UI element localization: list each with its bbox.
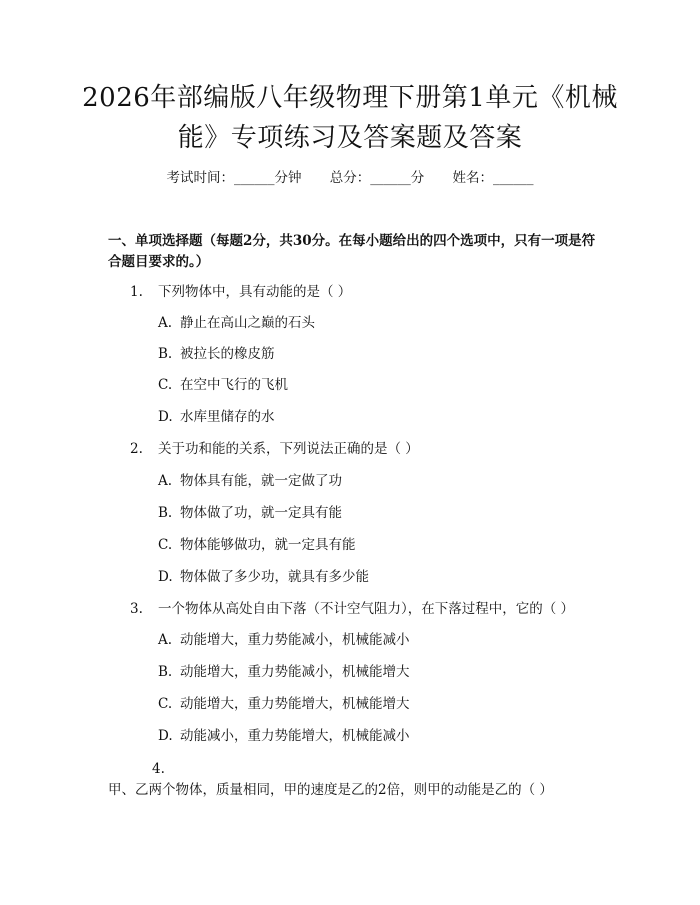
question-1-option-c xyxy=(158,375,598,396)
option-text: 物体做了多少功，就具有多少能 xyxy=(180,569,369,585)
option-letter: D. xyxy=(158,728,173,744)
option-letter: D. xyxy=(158,569,173,585)
question-3 xyxy=(130,599,600,620)
option-text: 物体能够做功，就一定具有能 xyxy=(180,537,356,553)
option-text: 动能增大，重力势能减小，机械能增大 xyxy=(180,664,410,680)
question-3-option-c xyxy=(158,694,598,715)
option-text: 静止在高山之巅的石头 xyxy=(180,315,315,331)
question-3-option-b xyxy=(158,662,598,683)
document-title: 2026年部编版八年级物理下册第1单元《机械能》专项练习及答案题及答案 xyxy=(82,83,618,153)
question-1-option-b xyxy=(158,344,598,365)
exam-info-line xyxy=(0,169,700,187)
option-letter: A. xyxy=(158,473,173,489)
question-1-option-a xyxy=(158,313,598,334)
question-text: 关于功和能的关系，下列说法正确的是（ ） xyxy=(158,441,419,457)
question-3-option-d xyxy=(158,726,598,747)
question-1 xyxy=(130,282,600,303)
option-letter: C. xyxy=(158,377,173,393)
option-letter: C. xyxy=(158,696,173,712)
question-number: 1. xyxy=(130,284,143,300)
question-text: 甲、乙两个物体，质量相同，甲的速度是乙的2倍，则甲的动能是乙的（ ） xyxy=(108,782,553,798)
option-letter: B. xyxy=(158,505,173,521)
option-text: 动能增大，重力势能减小，机械能减小 xyxy=(180,632,410,648)
question-2 xyxy=(130,439,600,460)
option-letter: A. xyxy=(158,632,173,648)
question-4 xyxy=(108,759,600,801)
option-text: 水库里储存的水 xyxy=(180,409,275,425)
section-heading-single-choice: 一、单项选择题（每题2分，共30分。在每小题给出的四个选项中，只有一项是符合题目要求的。） xyxy=(108,233,596,270)
option-text: 被拉长的橡皮筋 xyxy=(180,346,275,362)
question-2-option-d xyxy=(158,567,598,588)
option-text: 物体做了功，就一定具有能 xyxy=(180,505,342,521)
exam-time-label: 考试时间：______分钟 xyxy=(166,170,302,186)
option-letter: D. xyxy=(158,409,173,425)
option-text: 物体具有能，就一定做了功 xyxy=(180,473,342,489)
option-text: 在空中飞行的飞机 xyxy=(180,377,288,393)
question-number: 4. xyxy=(152,761,165,777)
option-letter: B. xyxy=(158,346,173,362)
option-letter: B. xyxy=(158,664,173,680)
question-1-option-d xyxy=(158,407,598,428)
option-letter: A. xyxy=(158,315,173,331)
question-text: 一个物体从高处自由下落（不计空气阻力），在下落过程中，它的（ ） xyxy=(158,601,575,617)
question-number: 2. xyxy=(130,441,143,457)
student-name-label: 姓名：______ xyxy=(452,170,534,186)
total-score-label: 总分：______分 xyxy=(329,170,425,186)
question-number: 3. xyxy=(130,601,143,617)
option-letter: C. xyxy=(158,537,173,553)
question-2-option-b xyxy=(158,503,598,524)
question-2-option-c xyxy=(158,535,598,556)
question-3-option-a xyxy=(158,630,598,651)
option-text: 动能减小，重力势能增大，机械能减小 xyxy=(180,728,410,744)
question-text: 下列物体中，具有动能的是（ ） xyxy=(158,284,352,300)
question-2-option-a xyxy=(158,471,598,492)
option-text: 动能增大，重力势能增大，机械能增大 xyxy=(180,696,410,712)
